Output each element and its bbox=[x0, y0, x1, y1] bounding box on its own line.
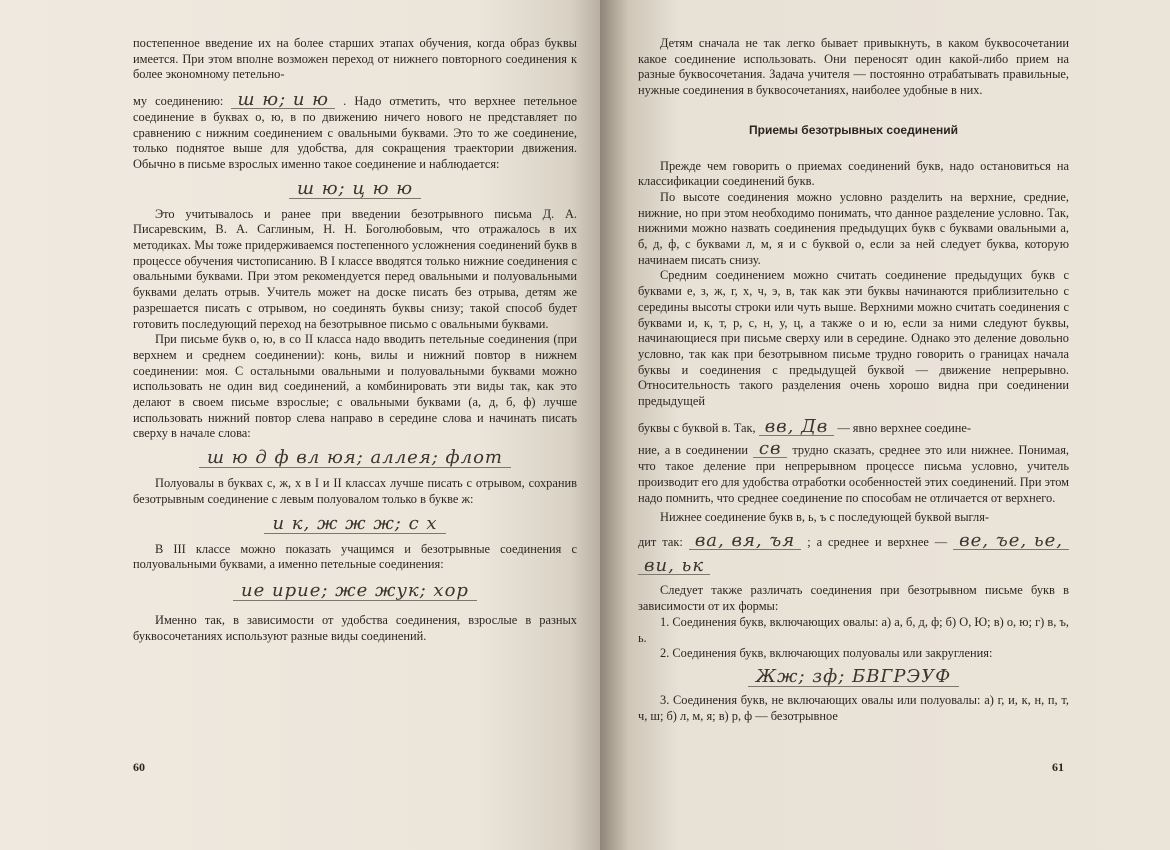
paragraph bbox=[638, 415, 1069, 437]
handwriting-sample: вв, Дв bbox=[759, 418, 835, 436]
text-fragment: буквы с буквой в. Так, bbox=[638, 420, 756, 435]
text-fragment: ; а среднее и верхнее — bbox=[807, 534, 948, 549]
paragraph: Детям сначала не так легко бывает привыкнуть, в каком буквосочетании какое соединение использовать. Они переносят один какой-либо прием на разные буквосочетания. Задача учителя — постоянно отрабатывать правильные, нужные соединения в буквосочетаниях, наиболее удобные в них. bbox=[638, 36, 1069, 98]
paragraph bbox=[638, 529, 1069, 576]
page-number: 60 bbox=[133, 760, 145, 774]
paragraph: В III классе можно показать учащимся и безотрывные соединения с полуовальными буквами, а именно петельные соединения: bbox=[133, 541, 577, 572]
text-fragment: . Надо отметить, что верхнее петельное соединение в буквах о, ю, в по движению ничего нового не представляет по сравнению с нижним соединением с овальными буквами. Это то же соединение, только поднятое выше для удобства, для сокращения траектории движения. Обычно в письме взрослых именно такое соединение и наблюдается: bbox=[133, 94, 577, 171]
handwriting-sample: ве, ъе, ье, bbox=[953, 532, 1069, 550]
handwriting-line bbox=[133, 512, 577, 534]
paragraph: Нижнее соединение букв в, ь, ъ с последующей буквой выгля- bbox=[660, 510, 990, 525]
paragraph: Это учитывалось и ранее при введении безотрывного письма Д. А. Писаревским, В. А. Саглиным, Н. Н. Боголюбовым, что отражалось в их методиках. Мы тоже придерживаемся постепенного усложнения соединений букв в процессе обучения чистописанию. В I классе вводятся только нижние соединения с овальными буквами. При этом рекомендуется перед овальными и полуовальными буквами делать отрыв. Учитель может на доске писать без отрыва, детям же разрешается писать с отрывом, но соединять буквы снизу; такой способ будет готовить последующий переход на безотрывное письмо с овальными буквами. bbox=[133, 206, 577, 331]
paragraph: постепенное введение их на более старших этапах обучения, когда образ буквы имеется. При этом вполне возможен переход от нижнего повторного соединения к более экономному петельно- bbox=[133, 36, 577, 82]
handwriting-line bbox=[133, 449, 577, 468]
paragraph: 3. Соединения букв, не включающих овалы или полуовалы: а) г, и, к, н, п, т, ч, ш; б) л, м, я; в) р, ф — безотрывное bbox=[638, 692, 1069, 723]
handwriting-line bbox=[133, 579, 577, 601]
text-fragment: му соединению: bbox=[133, 94, 224, 109]
handwriting-line bbox=[638, 665, 1069, 687]
handwriting-sample: ва, вя, ъя bbox=[689, 532, 801, 550]
text-fragment: дит так: bbox=[638, 534, 683, 549]
paragraph: По высоте соединения можно условно разделить на верхние, средние, нижние, но при этом необходимо понимать, что данное разделение условно. Так, нижними можно назвать соединения предыдущих букв с буквами овальными а, б, д, ф, с буквами л, м, я и с буквой о, если за ней следует буква, которую начинаем писать снизу. bbox=[638, 189, 1069, 267]
right-text-column bbox=[638, 36, 1069, 724]
handwriting-sample: ш ю; ц ю ю bbox=[289, 180, 421, 199]
paragraph: Прежде чем говорить о приемах соединений букв, надо остановиться на классификации соединений букв. bbox=[638, 158, 1069, 189]
paragraph: 1. Соединения букв, включающих овалы: а) а, б, д, ф; б) О, Ю; в) о, ю; г) в, ъ, ь. bbox=[638, 614, 1069, 645]
paragraph bbox=[638, 440, 1069, 506]
paragraph: При письме букв о, ю, в со II класса надо вводить петельные соединения (при верхнем и среднем соединении): конь, вилы и нижний повтор в нижнем соединении: моя. С остальными овальными и полуовальными буквами можно использовать не один вид соединений, а комбинировать эти виды так, как это делают в своем письме взрослые; с овальными буквами (а, д, б, ф) лучше использовать нижний повтор слева направо в середине слова и начинать писать сверху в начале слова: bbox=[133, 332, 577, 441]
right-page bbox=[600, 0, 1170, 850]
text-fragment: трудно сказать, среднее это или нижнее. Понимая, что такое деление при непрерывном процессе письма условно, учитель производит его для удобства отработки особенностей этих соединений. При этом надо помнить, что среднее соединение по способам не отличается от верхнего. bbox=[638, 443, 1069, 505]
text-fragment: — явно верхнее соедине- bbox=[837, 420, 972, 435]
section-heading: Приемы безотрывных соединений bbox=[748, 122, 959, 137]
page-number: 61 bbox=[1052, 760, 1064, 774]
paragraph: 2. Соединения букв, включающих полуовалы или закругления: bbox=[660, 646, 993, 661]
paragraph: Следует также различать соединения при безотрывном письме букв в зависимости от их формы: bbox=[638, 583, 1069, 614]
paragraph bbox=[133, 91, 577, 173]
paragraph: Полуовалы в буквах с, ж, х в I и II классах лучше писать с отрывом, сохранив безотрывным соединение с левым полуовалом только в букве ж: bbox=[133, 476, 577, 506]
left-text-column bbox=[133, 36, 577, 644]
handwriting-sample: Жж; зф; БВГРЭУФ bbox=[748, 668, 959, 687]
paragraph: Именно так, в зависимости от удобства соединения, взрослые в разных буквосочетаниях используют разные виды соединений. bbox=[133, 612, 577, 643]
handwriting-sample: ие ирие; же жук; хор bbox=[233, 582, 477, 601]
paragraph: Средним соединением можно считать соединение предыдущих букв с буквами е, з, ж, г, х, ч, э, в, так как эти буквы начинаются приблизительно с середины высоты строки или чуть выше. Верхними можно считать соединения с буквами и, к, т, р, с, н, у, ц, а также о и ю, если за ними следуют буквы, начинающиеся при письме сверху или в середине. Однако это деление довольно условно, так как при безотрывном письме трудно говорить о границах начала буквы и соединения с предыдущей буквой — движение непрерывно. Относительность такого разделения очень хорошо видна при соединении предыдущей bbox=[638, 268, 1069, 409]
handwriting-sample: ш ю д ф вл юя; аллея; флот bbox=[199, 449, 511, 468]
handwriting-line bbox=[133, 177, 577, 199]
handwriting-sample: ви, ьк bbox=[638, 557, 710, 575]
handwriting-sample: св bbox=[753, 440, 788, 458]
text-fragment: ние, а в соединении bbox=[638, 443, 748, 458]
handwriting-sample: и к, ж ж ж; с х bbox=[264, 515, 445, 534]
handwriting-sample: ш ю; и ю bbox=[231, 91, 335, 109]
